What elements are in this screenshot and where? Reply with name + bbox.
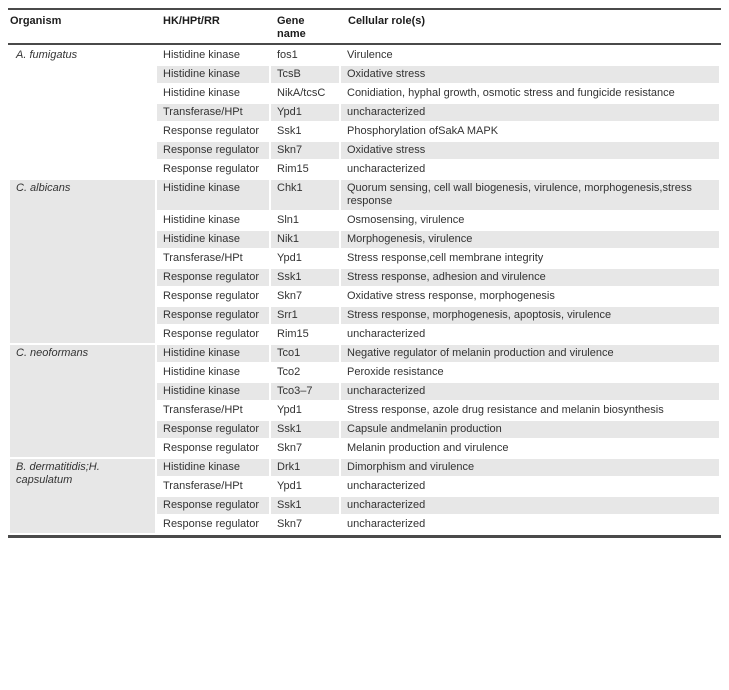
hk-cell: Transferase/HPt [157, 104, 269, 121]
column-header-organism: Organism [10, 15, 62, 27]
gene-cell: Tco3–7 [271, 383, 339, 400]
table-row [10, 459, 719, 476]
column-header-hk-hpt-rr: HK/HPt/RR [163, 15, 220, 27]
role-cell: Dimorphism and virulence [341, 459, 719, 476]
hk-cell: Response regulator [157, 142, 269, 159]
gene-cell: Rim15 [277, 163, 309, 175]
gene-cell: Ypd1 [277, 480, 302, 492]
gene-cell: Ypd1 [277, 252, 302, 264]
gene-cell: Ypd1 [277, 404, 302, 416]
role-cell: uncharacterized [347, 480, 426, 492]
gene-cell: Ssk1 [277, 125, 302, 137]
role-cell: Negative regulator of melanin production and virulence [341, 345, 719, 362]
role-cell: Stress response, morphogenesis, apoptosis, virulence [341, 307, 719, 324]
role-cell: Phosphorylation ofSakA MAPK [347, 125, 499, 137]
role-cell: Oxidative stress [341, 66, 719, 83]
hk-cell: Histidine kinase [157, 345, 269, 362]
paper-table-page [0, 8, 729, 690]
table-row [10, 345, 719, 362]
role-cell: Stress response, azole drug resistance and melanin biosynthesis [347, 404, 664, 416]
role-cell: Stress response, adhesion and virulence [341, 269, 719, 286]
gene-cell: Ssk1 [271, 269, 339, 286]
hk-cell: Histidine kinase [163, 366, 241, 378]
organism-cell: C. albicans [10, 180, 155, 343]
role-cell: Melanin production and virulence [347, 442, 509, 454]
gene-cell: Srr1 [271, 307, 339, 324]
gene-cell: TcsB [271, 66, 339, 83]
role-cell: uncharacterized [347, 328, 426, 340]
gene-cell: Ypd1 [271, 104, 339, 121]
hk-cell: Histidine kinase [163, 214, 241, 226]
hk-cell: Histidine kinase [157, 180, 269, 210]
hk-cell: Transferase/HPt [163, 480, 243, 492]
role-cell: Oxidative stress response, morphogenesis [347, 290, 555, 302]
organism-cell: C. neoformans [10, 345, 155, 457]
gene-cell: Drk1 [271, 459, 339, 476]
role-cell: Capsule andmelanin production [341, 421, 719, 438]
gene-cell: Tco1 [271, 345, 339, 362]
hk-cell: Histidine kinase [163, 87, 241, 99]
table-row [10, 47, 719, 64]
role-cell: uncharacterized [347, 518, 426, 530]
hk-cell: Response regulator [163, 290, 260, 302]
gene-cell: Chk1 [271, 180, 339, 210]
gene-cell: Rim15 [277, 328, 309, 340]
gene-cell: Ssk1 [271, 421, 339, 438]
organism-cell: A. fumigatus [16, 49, 78, 61]
table-bottom-rule [8, 535, 721, 538]
role-cell: Conidiation, hyphal growth, osmotic stress and fungicide resistance [347, 87, 675, 99]
organisms-table [8, 45, 721, 535]
organisms-table-body [10, 47, 719, 533]
table-header-row [0, 10, 729, 43]
hk-cell: Response regulator [163, 125, 260, 137]
hk-cell: Histidine kinase [157, 66, 269, 83]
column-header-cellular-roles: Cellular role(s) [348, 15, 426, 27]
role-cell: Peroxide resistance [347, 366, 444, 378]
hk-cell: Transferase/HPt [163, 252, 243, 264]
gene-cell: Nik1 [271, 231, 339, 248]
gene-cell: Tco2 [277, 366, 301, 378]
hk-cell: Response regulator [157, 269, 269, 286]
hk-cell: Response regulator [163, 442, 260, 454]
gene-cell: Skn7 [277, 442, 303, 454]
role-cell: Quorum sensing, cell wall biogenesis, virulence, morphogenesis,stress response [341, 180, 719, 210]
hk-cell: Histidine kinase [157, 231, 269, 248]
hk-cell: Transferase/HPt [163, 404, 243, 416]
role-cell: Morphogenesis, virulence [341, 231, 719, 248]
column-header-gene-name: Gene name [277, 15, 306, 40]
hk-cell: Histidine kinase [157, 383, 269, 400]
gene-cell: Skn7 [277, 290, 303, 302]
role-cell: uncharacterized [341, 497, 719, 514]
hk-cell: Response regulator [157, 497, 269, 514]
hk-cell: Response regulator [157, 307, 269, 324]
role-cell: uncharacterized [341, 104, 719, 121]
gene-cell: Skn7 [277, 518, 303, 530]
organism-cell: B. dermatitidis;H. capsulatum [10, 459, 155, 533]
role-cell: Virulence [347, 49, 393, 61]
gene-cell: Skn7 [271, 142, 339, 159]
hk-cell: Response regulator [163, 163, 260, 175]
role-cell: Oxidative stress [341, 142, 719, 159]
gene-cell: Ssk1 [271, 497, 339, 514]
role-cell: uncharacterized [341, 383, 719, 400]
role-cell: Osmosensing, virulence [347, 214, 465, 226]
hk-cell: Histidine kinase [157, 459, 269, 476]
table-row [10, 180, 719, 210]
role-cell: Stress response,cell membrane integrity [347, 252, 544, 264]
hk-cell: Response regulator [163, 518, 260, 530]
gene-cell: NikA/tcsC [277, 87, 326, 99]
hk-cell: Response regulator [157, 421, 269, 438]
role-cell: uncharacterized [347, 163, 426, 175]
hk-cell: Response regulator [163, 328, 260, 340]
gene-cell: fos1 [277, 49, 298, 61]
hk-cell: Histidine kinase [163, 49, 241, 61]
gene-cell: Sln1 [277, 214, 300, 226]
